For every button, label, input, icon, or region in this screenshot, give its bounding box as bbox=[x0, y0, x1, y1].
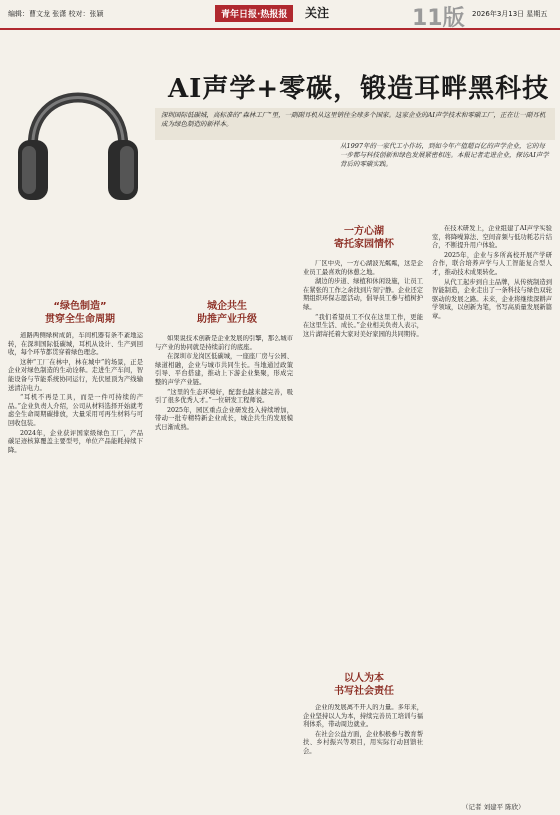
right-column-paragraph: 从代工起步到自主品牌，从传统制造到智能制造，企业走出了一条科技与绿色双轮驱动的发展之路。未来，企业将继续深耕声学领域，以创新为笔，书写高质量发展新篇章。 bbox=[432, 278, 552, 320]
editors-line: 编辑：曹文龙 张潇 校对：张颖 bbox=[8, 10, 104, 18]
deck-band bbox=[155, 108, 555, 140]
section-2-body bbox=[155, 335, 293, 800]
section-1-paragraph: “耳机不再是工具，而是一件可持续的产品。”企业负责人介绍，公司从材料选择开始就考虑全生命周期碳排放，大量采用可再生材料与可回收包装。 bbox=[8, 394, 143, 427]
section-2-paragraph: “这里的生态环境好，配套也越来越完善，吸引了很多优秀人才。”一位研发工程师说。 bbox=[155, 388, 293, 405]
section-2-paragraph: 如果说技术创新是企业发展的引擎，那么城市与产业的协同就是持续前行的底座。 bbox=[155, 335, 293, 351]
intro-text: 从1997年的一家代工小作坊，到如今年产值超百亿的声学企业，它的每一步都与科技创新和绿色发展紧密相连。本报记者走进企业，探访AI声学背后的零碳实践。 bbox=[340, 142, 549, 168]
section-4-paragraph: 企业的发展离不开人的力量。多年来，企业坚持以人为本，持续完善员工培训与福利体系，带动周边就业。 bbox=[303, 704, 423, 729]
right-column-body bbox=[432, 225, 552, 800]
page-header bbox=[0, 0, 560, 30]
section-3-body bbox=[303, 260, 423, 660]
section-1-title: “绿色制造” 贯穿全生命周期 bbox=[45, 301, 115, 325]
section-1-paragraph: 2024年，企业获评国家级绿色工厂，产品碳足迹核算覆盖主要型号，单位产品能耗持续下降。 bbox=[8, 429, 143, 454]
section-4-paragraph: 在社会公益方面，企业积极参与教育帮扶、乡村振兴等项目，用实际行动回馈社会。 bbox=[303, 730, 423, 755]
page-number: 11版 bbox=[412, 6, 465, 31]
headphones-illustration-icon bbox=[8, 40, 148, 240]
headline: AI声学+零碳，锻造耳畔黑科技 bbox=[168, 74, 550, 104]
section-2-paragraph: 在深圳市龙岗区低碳城，一座座厂房与公园、绿道相融，企业与城市共同生长。当地通过政策引导、平台搭建，推动上下游企业集聚，形成完整的声学产业链。 bbox=[155, 353, 293, 386]
section-3-paragraph: “我们希望员工不仅在这里工作，更能在这里生活、成长。”企业相关负责人表示，这片湖寄托着大家对美好家园的共同期待。 bbox=[303, 313, 423, 338]
section-1-body bbox=[8, 332, 143, 797]
section-4-title: 以人为本 书写社会责任 bbox=[334, 673, 394, 697]
deck-text: 深圳国际低碳城，高标准的“森林工厂”里，一副副耳机从这里销往全球多个国家。这家企业的AI声学技术和零碳工厂，正在让一副耳机成为绿色制造的新样本。 bbox=[161, 111, 546, 128]
byline-credit: （记者 刘建平 陈欣） bbox=[462, 803, 525, 811]
masthead: 青年日报·热报报 bbox=[215, 5, 293, 22]
section-2-title: 城企共生 助推产业升级 bbox=[197, 301, 257, 325]
section-title: 关注 bbox=[305, 6, 330, 20]
section-3-title: 一方心湖 寄托家园情怀 bbox=[334, 226, 394, 250]
section-1-paragraph: 道路两侧绿树成荫，车间机器有条不紊地运转，在深圳国际低碳城，耳机从设计、生产到回收，每个环节都贯穿着绿色理念。 bbox=[8, 332, 143, 357]
section-1-paragraph: 这种“工厂在林中，林在城中”的场景，正是企业对绿色制造的生动诠释。走进生产车间，智能设备与节能系统协同运行，光伏屋顶为产线输送清洁电力。 bbox=[8, 358, 143, 392]
section-3-paragraph: 厂区中央，一方心湖波光粼粼，这是企业员工最喜欢的休憩之地。 bbox=[303, 260, 423, 276]
issue-date: 2026年3月13日 星期五 bbox=[472, 10, 548, 18]
section-2-paragraph: 2025年，园区重点企业研发投入持续增加，带动一批专精特新企业成长，城企共生的发展模式日渐成熟。 bbox=[155, 406, 293, 431]
right-column-paragraph: 2025年，企业与多所高校开展产学研合作，联合培养声学与人工智能复合型人才，推动技术成果转化。 bbox=[432, 251, 552, 276]
section-4-body bbox=[303, 704, 423, 799]
right-column-paragraph: 在技术研发上，企业组建了AI声学实验室，将降噪算法、空间音频与低功耗芯片结合，不断提升用户体验。 bbox=[432, 225, 552, 250]
section-3-paragraph: 湖边的步道、绿植和休闲设施，让员工在紧张的工作之余找到片刻宁静。企业还定期组织环保志愿活动，倡导员工参与植树护绿。 bbox=[303, 278, 423, 311]
